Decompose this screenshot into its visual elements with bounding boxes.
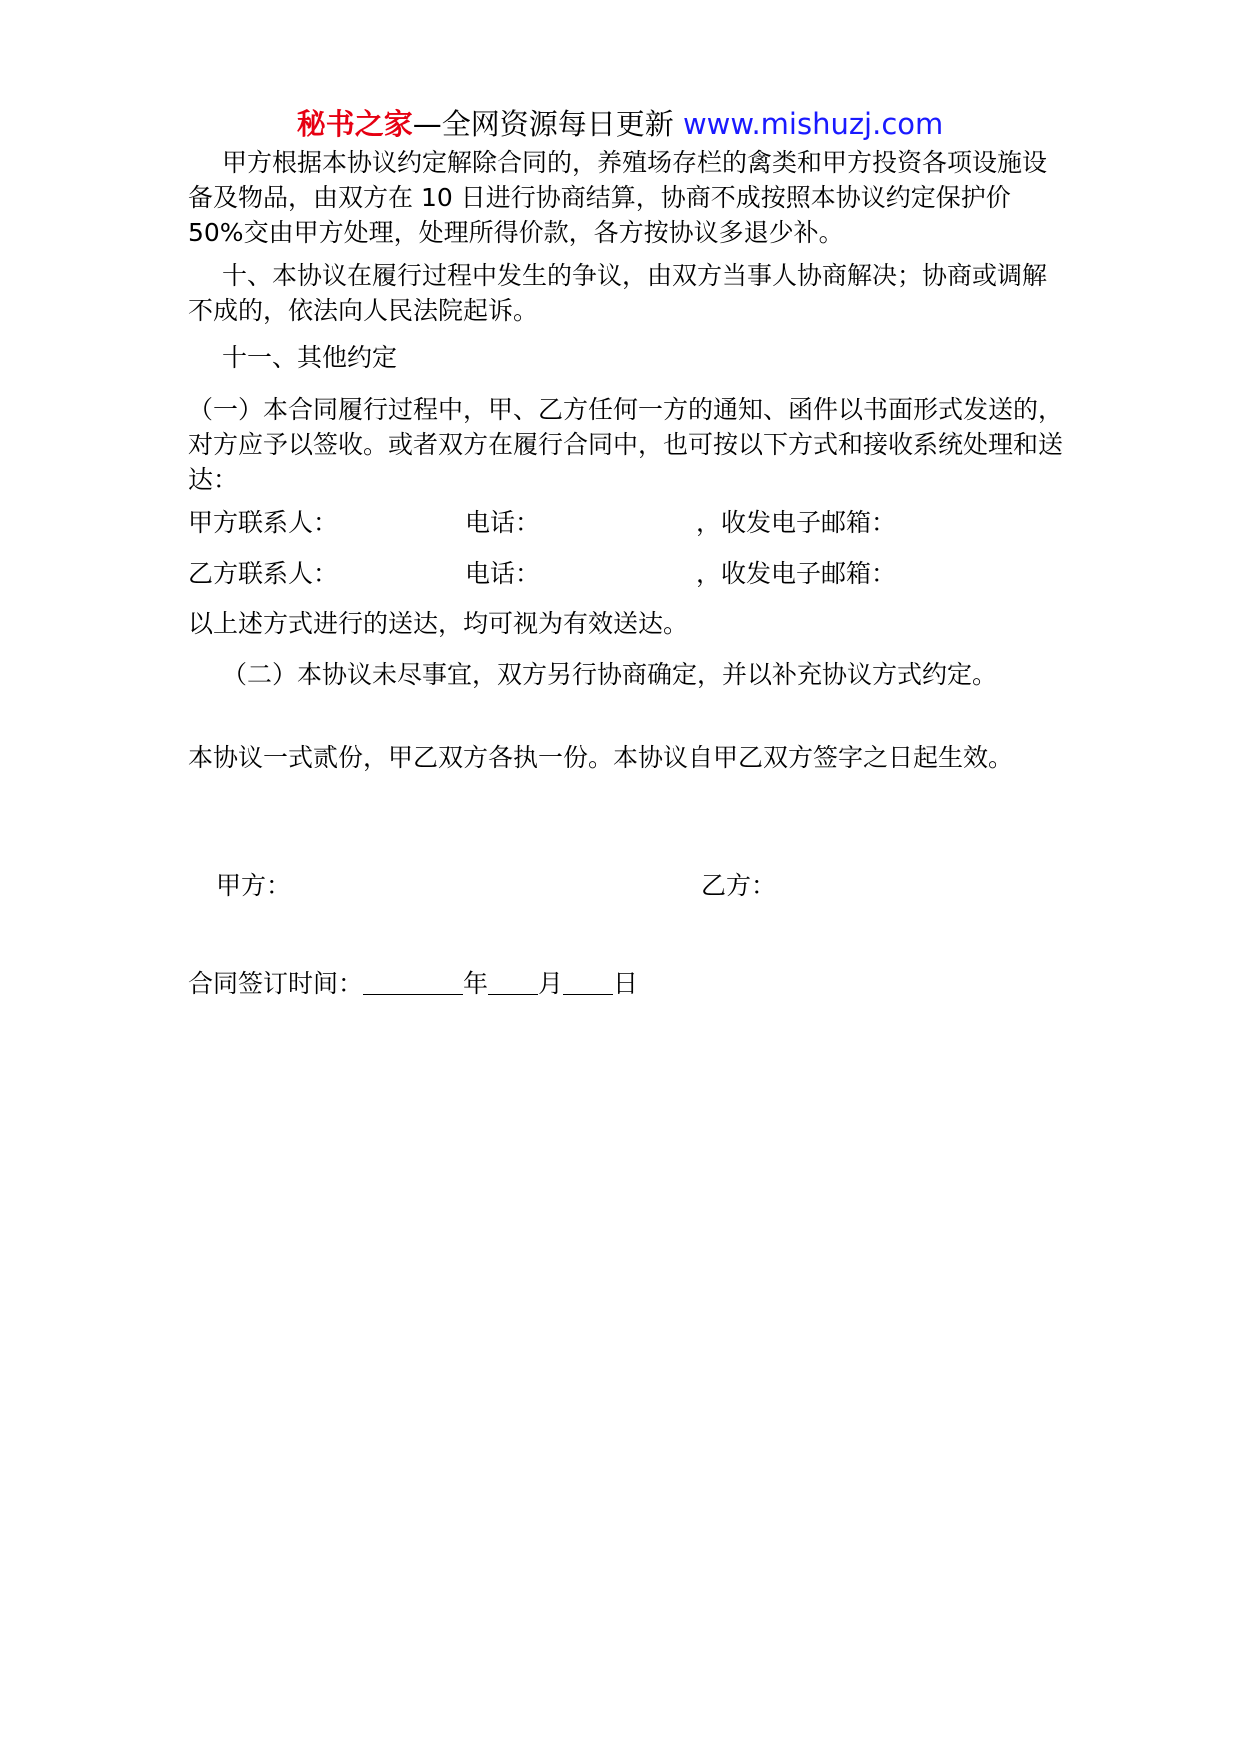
brand-name: 秘书之家	[296, 107, 413, 141]
site-url-link[interactable]: www.mishuzj.com	[682, 107, 944, 141]
contact-name-label: 乙方联系人：	[188, 559, 339, 588]
contact-phone-label: 电话：	[465, 508, 541, 537]
site-header	[0, 104, 1240, 144]
contact-email-label: ，收发电子邮箱：	[696, 508, 897, 537]
paragraph-notice: （一）本合同履行过程中，甲、乙方任何一方的通知、函件以书面形式发送的，对方应予以签收。或者双方在履行合同中，也可按以下方式和接收系统处理和送达：	[188, 395, 1064, 494]
contact-phone-label: 电话：	[465, 559, 541, 588]
contact-row-party-b	[188, 556, 1068, 591]
section-heading-other: 十一、其他约定	[222, 343, 398, 372]
signing-date-line: 合同签订时间：＿＿＿＿年＿＿月＿＿日	[188, 969, 639, 998]
header-slogan: —全网资源每日更新	[412, 107, 674, 141]
contact-name-label: 甲方联系人：	[188, 508, 339, 537]
party-b-signature-label: 乙方：	[701, 871, 777, 900]
paragraph-settlement: 甲方根据本协议约定解除合同的，养殖场存栏的禽类和甲方投资各项设施设备及物品，由双方在 10 日进行协商结算，协商不成按照本协议约定保护价 50%交由甲方处理，处理所得价款，各方按协议多退少补。	[188, 148, 1048, 247]
paragraph-copies: 本协议一式贰份，甲乙双方各执一份。本协议自甲乙双方签字之日起生效。	[188, 743, 1014, 772]
paragraph-supplement: （二）本协议未尽事宜，双方另行协商确定，并以补充协议方式约定。	[222, 660, 998, 689]
contact-email-label: ，收发电子邮箱：	[696, 559, 897, 588]
party-a-signature-label: 甲方：	[216, 871, 292, 900]
paragraph-dispute: 十、本协议在履行过程中发生的争议，由双方当事人协商解决；协商或调解不成的，依法向人民法院起诉。	[188, 261, 1048, 325]
paragraph-delivery: 以上述方式进行的送达，均可视为有效送达。	[188, 609, 689, 638]
contact-row-party-a	[188, 505, 1068, 540]
signature-row	[188, 868, 1068, 903]
